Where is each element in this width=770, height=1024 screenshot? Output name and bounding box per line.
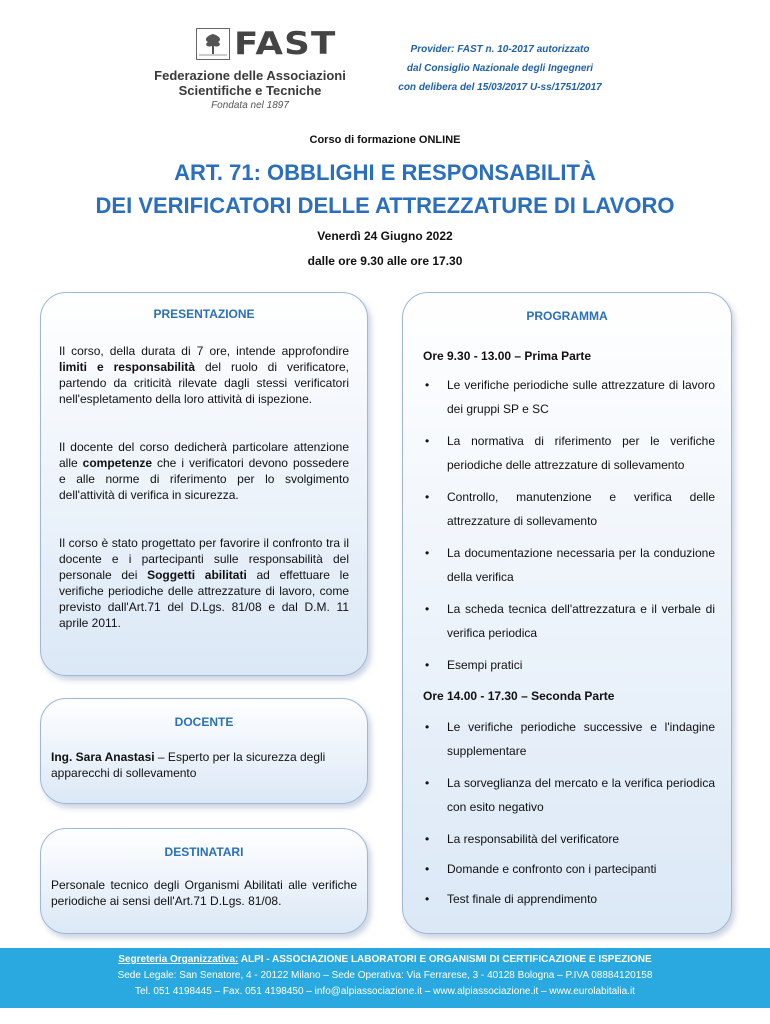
presentazione-paragraph-3: Il corso è stato progettato per favorire il confronto tra il docente e i partecipanti sulle responsabilità del personale dei Soggetti abilitati ad effettuare le verifiche periodiche delle attrezzature di lavoro, come previsto dall'Art.71 del D.Lgs. 81/08 e dal D.M. 11 aprile 2011. [59, 536, 349, 630]
list-item: • Le verifiche periodiche successive e l'indagine supplementare [425, 720, 715, 758]
list-item: • Controllo, manutenzione e verifica delle attrezzature di sollevamento [425, 490, 715, 528]
provider-line-2: dal Consiglio Nazionale degli Ingegneri [406, 63, 594, 74]
course-date: Venerdì 24 Giugno 2022 [317, 229, 453, 243]
list-item: • Esempi pratici [425, 658, 523, 672]
provider-line-3: con delibera del 15/03/2017 U-ss/1751/2017 [398, 82, 602, 93]
destinatari-text: Personale tecnico degli Organismi Abilitati alle verifiche periodiche ai sensi dell'Art.71 D.Lgs. 81/08. [51, 878, 357, 908]
programma-part-1-title: Ore 9.30 - 13.00 – Prima Parte [423, 349, 592, 363]
programma-part-2-title: Ore 14.00 - 17.30 – Seconda Parte [423, 689, 615, 703]
programma-part-1-list [419, 373, 715, 677]
docente-heading: DOCENTE [174, 715, 234, 729]
course-title-line-1: ART. 71: OBBLIGHI E RESPONSABILITÀ [174, 160, 596, 185]
presentazione-paragraph-2: Il docente del corso dedicherà particolare attenzione alle competenze che i verificatori devono possedere e alle norme di riferimento per lo svolgimento dell'attività di verifica in sicurezza. [59, 440, 349, 502]
list-item: • La normativa di riferimento per le verifiche periodiche delle attrezzature di sollevamento [425, 434, 715, 472]
destinatari-heading: DESTINATARI [164, 845, 244, 859]
list-item: • Domande e confronto con i partecipanti [425, 862, 657, 876]
docente-name: Ing. Sara Anastasi [51, 750, 155, 764]
footer-bar [0, 948, 770, 1008]
fast-logo-wordmark: FAST [234, 26, 337, 62]
presentazione-paragraph-1: Il corso, della durata di 7 ore, intende approfondire limiti e responsabilità del ruolo di verificatore, partendo da criticità rilevate dagli stessi verificatori nell'espletamento della loro attività di ispezione. [59, 344, 349, 406]
presentazione-box [40, 292, 368, 676]
footer-contacts: Tel. 051 4198445 – Fax. 051 4198450 – info@alpiassociazione.it – www.alpiassociazione.it – www.eurolabitalia.it [135, 986, 635, 997]
list-item: • La responsabilità del verificatore [425, 832, 620, 846]
footer-segreteria: Segreteria Organizzativa: ALPI - ASSOCIAZIONE LABORATORI E ORGANISMI DI CERTIFICAZIONE E ISPEZIONE [118, 954, 652, 965]
programma-heading: PROGRAMMA [526, 309, 608, 323]
footer-segreteria-label: Segreteria Organizzativa: [118, 954, 239, 965]
programma-box [402, 292, 732, 934]
org-name-line-2: Scientifiche e Tecniche [178, 83, 322, 98]
list-item: • La sorveglianza del mercato e la verifica periodica con esito negativo [425, 776, 715, 814]
docente-box [40, 698, 368, 804]
course-time: dalle ore 9.30 alle ore 17.30 [307, 254, 463, 268]
list-item: • Le verifiche periodiche sulle attrezzature di lavoro dei gruppi SP e SC [425, 378, 715, 416]
provider-line-1: Provider: FAST n. 10-2017 autorizzato [410, 44, 590, 55]
org-name-line-1: Federazione delle Associazioni [154, 68, 346, 83]
provider-info [370, 40, 630, 97]
programma-part-2-list [419, 715, 715, 911]
docente-text: Ing. Sara Anastasi – Esperto per la sicurezza degli apparecchi di sollevamento [51, 750, 326, 780]
list-item: • Test finale di apprendimento [425, 892, 598, 906]
course-type: Corso di formazione ONLINE [309, 134, 461, 146]
destinatari-box [40, 828, 368, 934]
list-item: • La documentazione necessaria per la conduzione della verifica [425, 546, 715, 584]
presentazione-heading: PRESENTAZIONE [153, 307, 255, 321]
footer-addresses: Sede Legale: San Senatore, 4 - 20122 Milano – Sede Operativa: Via Ferrarese, 3 - 40128 Bologna – P.IVA 08884120158 [117, 970, 653, 981]
list-item: • La scheda tecnica dell'attrezzatura e il verbale di verifica periodica [425, 602, 715, 640]
course-title-line-2: DEI VERIFICATORI DELLE ATTREZZATURE DI LAVORO [95, 193, 675, 218]
fast-logo-emblem [196, 28, 230, 60]
org-founded: Fondata nel 1897 [211, 100, 289, 111]
